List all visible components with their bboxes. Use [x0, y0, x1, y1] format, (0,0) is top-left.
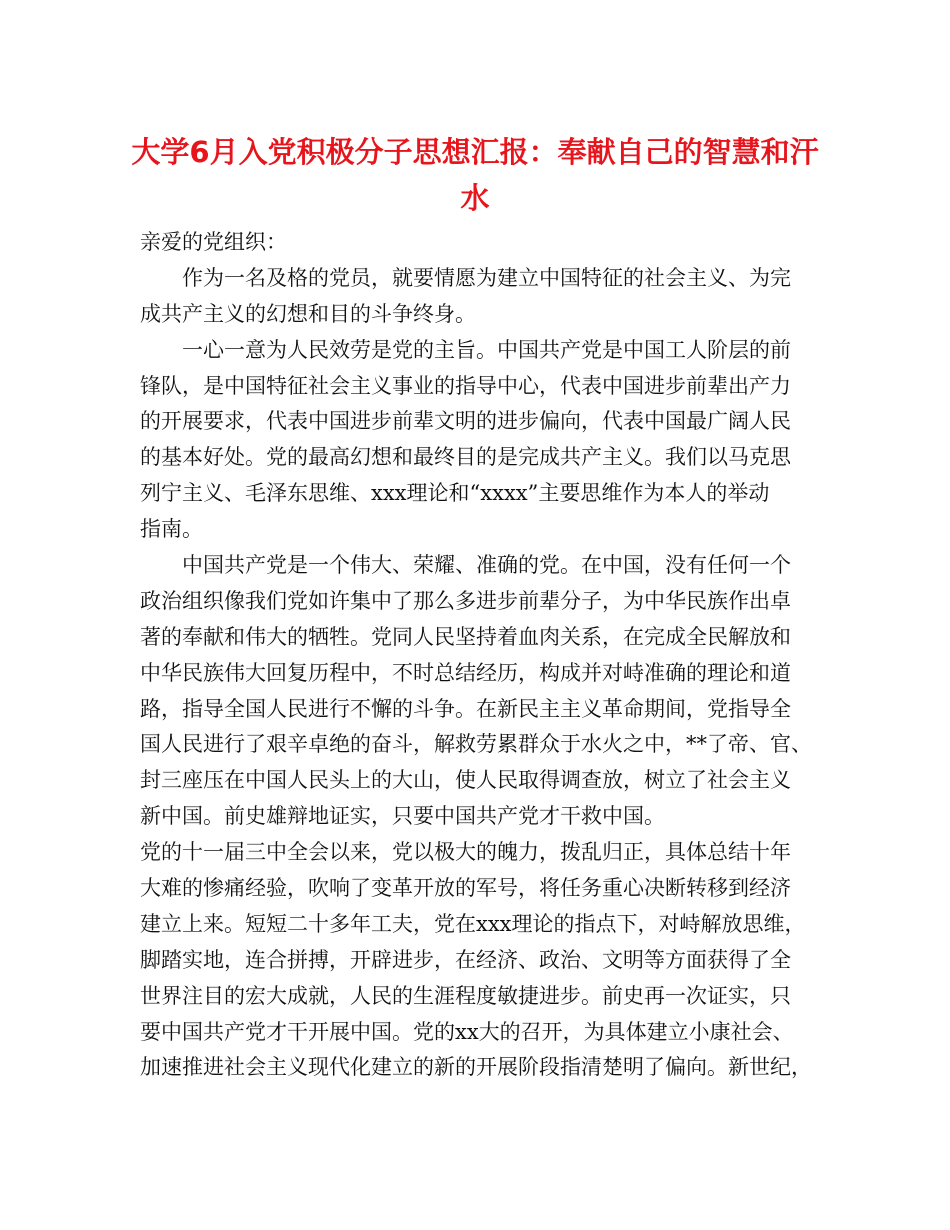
- paragraph-line: 的开展要求，代表中国进步前辈文明的进步偏向，代表中国最广阔人民: [140, 409, 791, 434]
- paragraph-line: 锋队，是中国特征社会主义事业的指导中心，代表中国进步前辈出产力: [140, 373, 791, 398]
- document-title-line-1: 大学6月入党积极分子思想汇报：奉献自己的智慧和汗: [131, 135, 819, 169]
- paragraph-line: 大难的惨痛经验，吹响了变革开放的军号，将任务重心决断转移到经济: [140, 876, 791, 901]
- document-title-line-2: 水: [460, 181, 490, 215]
- paragraph-line: 著的奉献和伟大的牺牲。党同人民坚持着血肉关系，在完成全民解放和: [140, 624, 791, 649]
- document-body: [140, 225, 820, 1086]
- paragraph-line: 脚踏实地，连合拼搏，开辟进步，在经济、政治、文明等方面获得了全: [140, 947, 791, 972]
- paragraph-line: 党的十一届三中全会以来，党以极大的魄力，拨乱归正，具体总结十年: [140, 840, 791, 865]
- paragraph-line: 成共产主义的幻想和目的斗争终身。: [140, 301, 476, 326]
- paragraph-line: 封三座压在中国人民头上的大山，使人民取得调查放，树立了社会主义: [140, 768, 791, 793]
- paragraph-line: 国人民进行了艰辛卓绝的奋斗，解救劳累群众于水火之中，**了帝、官、: [140, 732, 812, 757]
- paragraph-line: 建立上来。短短二十多年工夫，党在xxx理论的指点下，对峙解放思维，: [140, 911, 806, 936]
- paragraph-line: 要中国共产党才干开展中国。党的xx大的召开，为具体建立小康社会、: [140, 1019, 794, 1044]
- paragraph-line: 中华民族伟大回复历程中，不时总结经历，构成并对峙准确的理论和道: [140, 660, 791, 685]
- paragraph-line: 政治组织像我们党如许集中了那么多进步前辈分子，为中华民族作出卓: [140, 588, 791, 613]
- paragraph-line: 中国共产党是一个伟大、荣耀、准确的党。在中国，没有任何一个: [182, 553, 791, 578]
- paragraph-line: 一心一意为人民效劳是党的主旨。中国共产党是中国工人阶层的前: [182, 337, 791, 362]
- paragraph-line: 的基本好处。党的最高幻想和最终目的是完成共产主义。我们以马克思: [140, 445, 791, 470]
- salutation: 亲爱的党组织：: [140, 230, 287, 254]
- paragraph-line: 路，指导全国人民进行不懈的斗争。在新民主主义革命期间，党指导全: [140, 696, 791, 721]
- paragraph-line: 世界注目的宏大成就，人民的生涯程度敏捷进步。前史再一次证实，只: [140, 983, 791, 1008]
- paragraph-line: 作为一名及格的党员，就要情愿为建立中国特征的社会主义、为完: [182, 265, 791, 290]
- paragraph-line: 列宁主义、毛泽东思维、xxx理论和“xxxx”主要思维作为本人的举动: [140, 481, 770, 506]
- paragraph-line: 加速推进社会主义现代化建立的新的开展阶段指清楚明了偏向。新世纪，: [140, 1055, 812, 1080]
- paragraph-line: 指南。: [140, 517, 203, 542]
- paragraph-line: 新中国。前史雄辩地证实，只要中国共产党才干救中国。: [140, 804, 665, 829]
